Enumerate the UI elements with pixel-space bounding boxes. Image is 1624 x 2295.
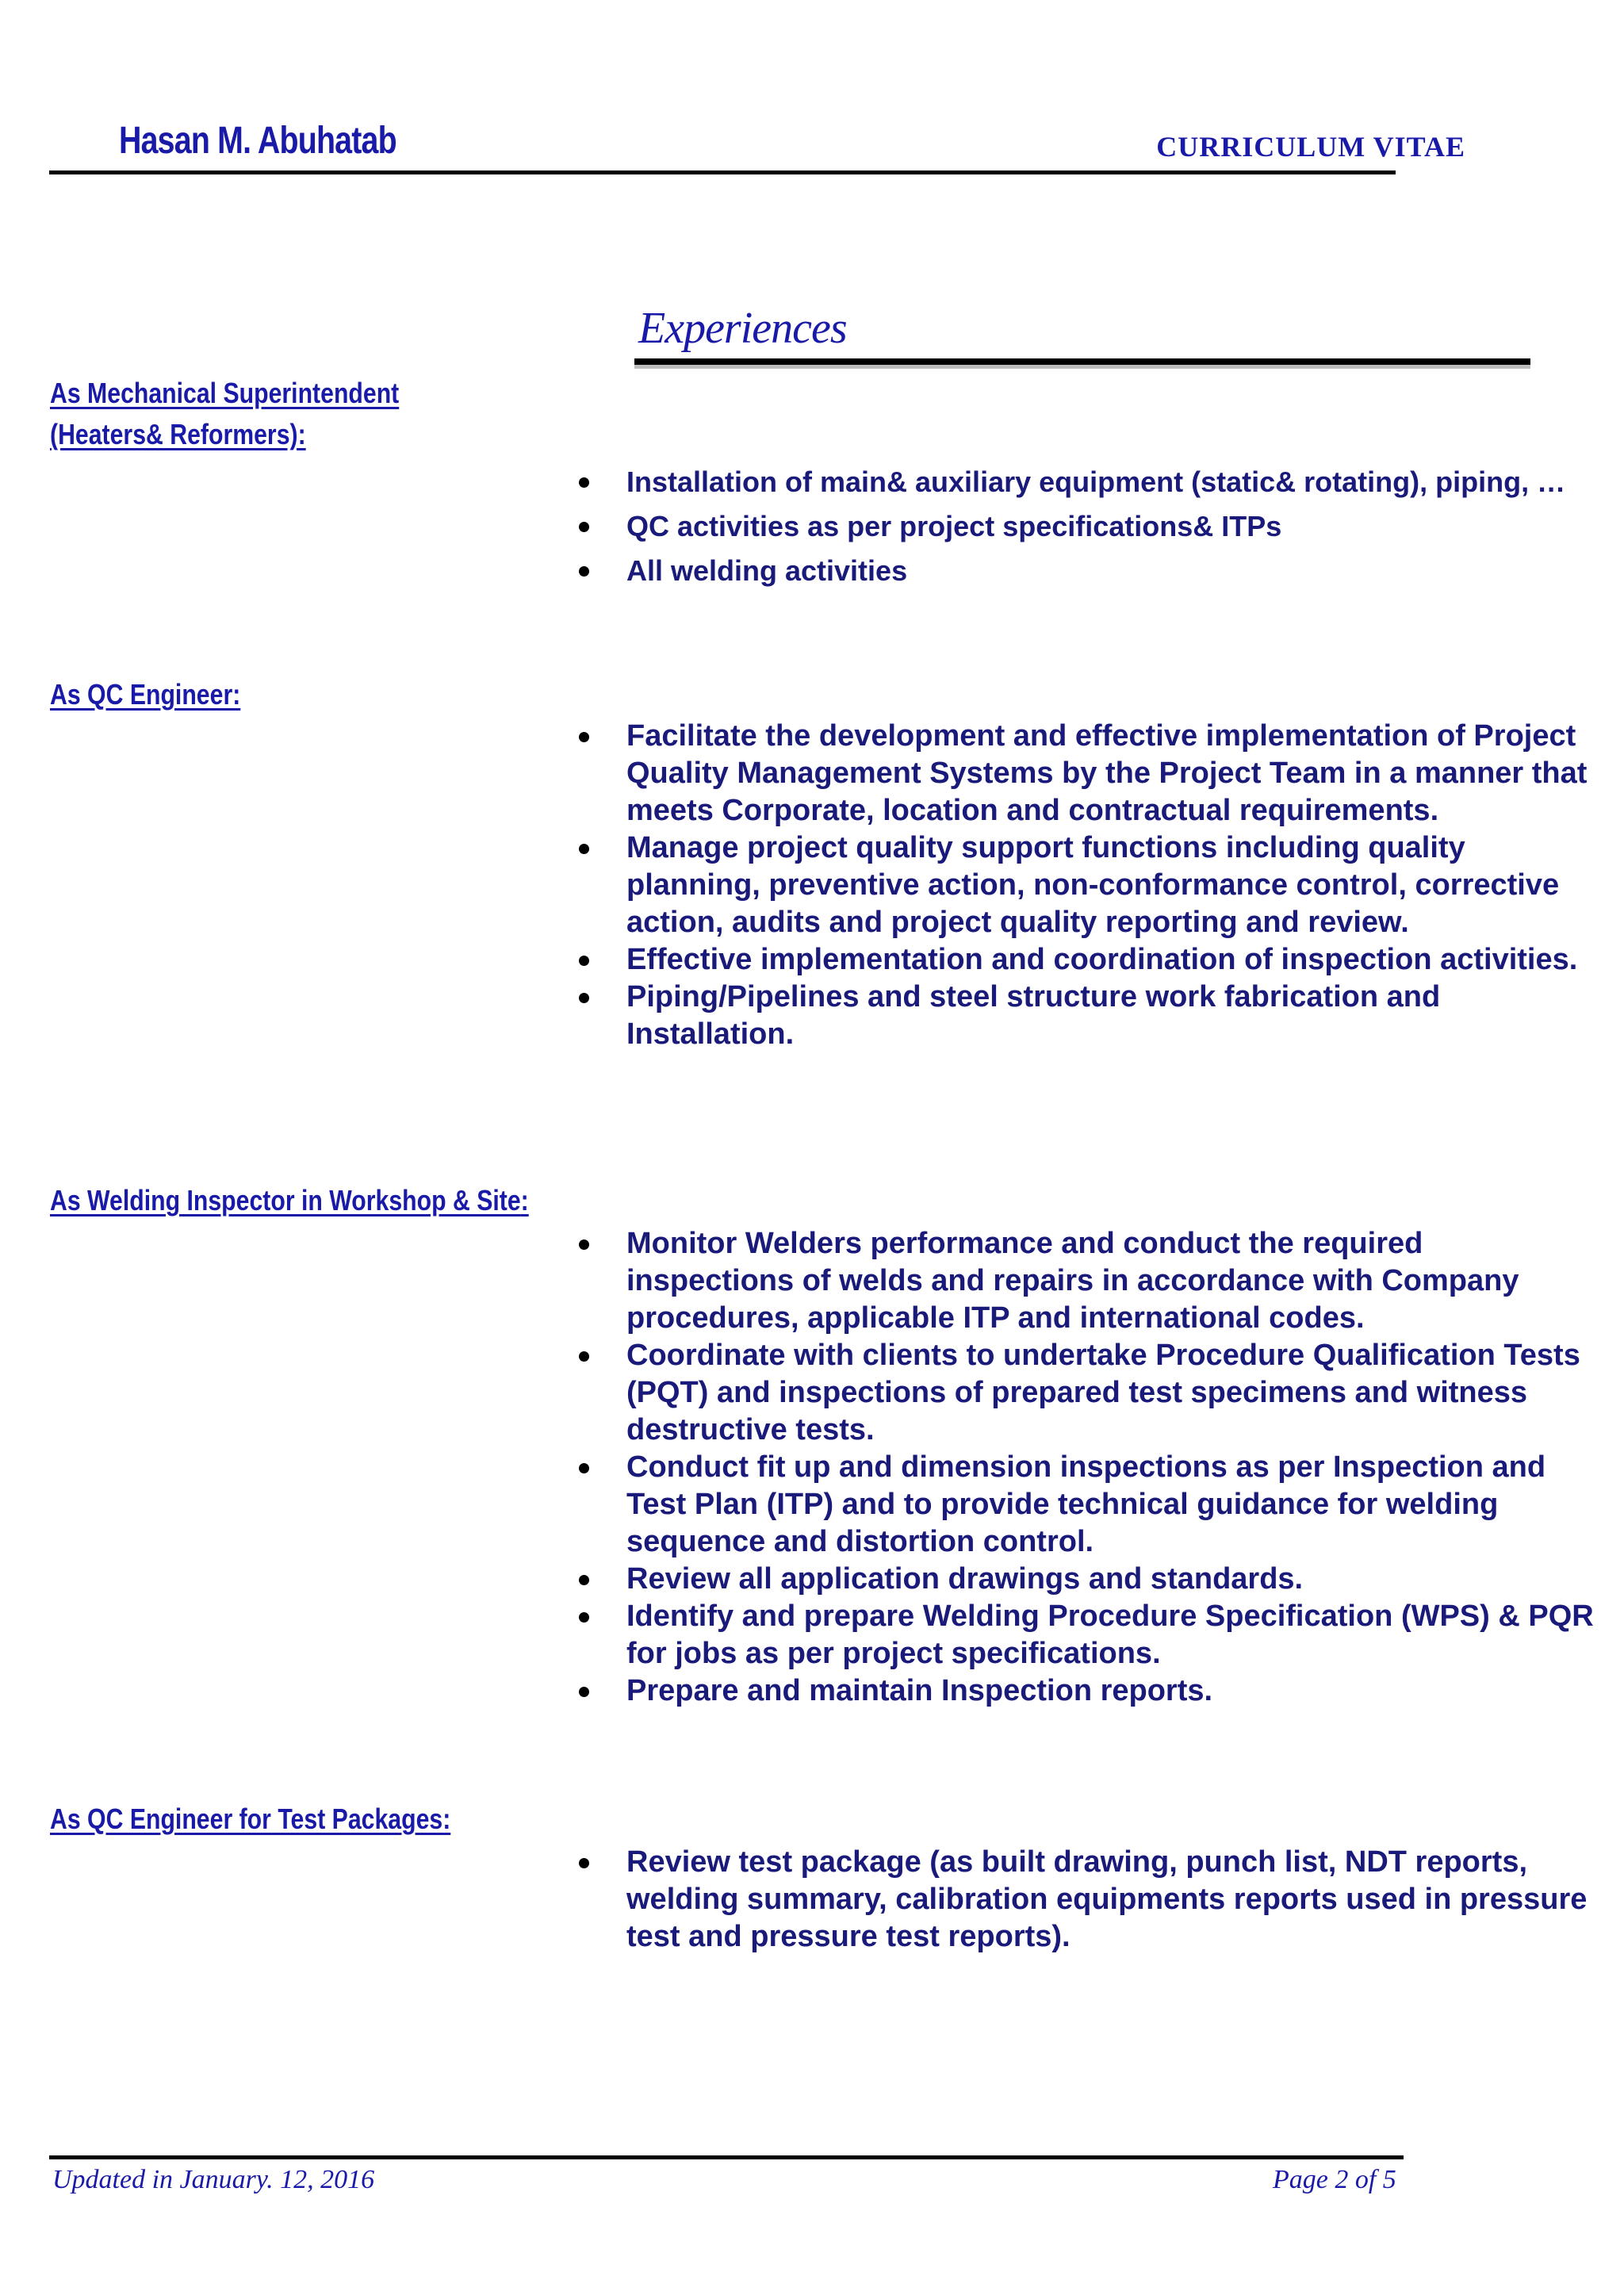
list-item: Manage project quality support functions including quality planning, preventive action, non-conformance control, corrective action, audits and project quality reporting and review. <box>571 829 1594 941</box>
list-item: Effective implementation and coordination of inspection activities. <box>571 941 1594 979</box>
header-divider <box>49 170 1396 174</box>
list-item: Installation of main& auxiliary equipment (static& rotating), piping, … <box>571 460 1594 504</box>
bullet-list-qc-test-packages <box>571 1844 1594 1956</box>
role-heading-mechanical-superintendent <box>50 373 399 455</box>
footer-divider <box>49 2155 1404 2159</box>
candidate-name: Hasan M. Abuhatab <box>119 120 396 162</box>
list-item: Review all application drawings and standards. <box>571 1561 1594 1598</box>
list-item: All welding activities <box>571 549 1594 593</box>
list-item: Identify and prepare Welding Procedure Specification (WPS) & PQR for jobs as per project specifications. <box>571 1598 1594 1672</box>
role-heading-welding-inspector <box>50 1180 529 1221</box>
bullet-list-welding-inspector <box>571 1225 1594 1710</box>
list-item: Prepare and maintain Inspection reports. <box>571 1672 1594 1710</box>
role-heading-qc-test-packages: As QC Engineer for Test Packages: <box>50 1803 451 1835</box>
footer-page-number: Page 2 of 5 <box>1273 2165 1396 2194</box>
list-item: Piping/Pipelines and steel structure work fabrication and Installation. <box>571 979 1594 1053</box>
role-heading-qc-engineer: As QC Engineer: <box>50 678 241 711</box>
list-item: QC activities as per project specifications& ITPs <box>571 504 1594 549</box>
bullet-list-mechanical-superintendent <box>571 460 1594 593</box>
role-heading-line: (Heaters& Reformers): <box>50 418 306 450</box>
list-item: Facilitate the development and effective implementation of Project Quality Management Systems by the Project Team in a manner that meets Corporate, location and contractual requirements. <box>571 718 1594 829</box>
list-item: Conduct fit up and dimension inspections as per Inspection and Test Plan (ITP) and to provide technical guidance for welding sequence and distortion control. <box>571 1449 1594 1561</box>
role-heading-text: As Welding Inspector in Workshop & Site <box>50 1184 521 1216</box>
role-heading-line: As Mechanical Superintendent <box>50 377 400 409</box>
section-divider <box>634 358 1530 365</box>
list-item: Review test package (as built drawing, punch list, NDT reports, welding summary, calibration equipments reports used in pressure test and pressure test reports). <box>571 1844 1594 1956</box>
list-item: Monitor Welders performance and conduct the required inspections of welds and repairs in accordance with Company procedures, applicable ITP and international codes. <box>571 1225 1594 1337</box>
section-title: Experiences <box>638 304 847 353</box>
bullet-list-qc-engineer <box>571 718 1594 1053</box>
list-item: Coordinate with clients to undertake Procedure Qualification Tests (PQT) and inspections of prepared test specimens and witness destructive tests. <box>571 1337 1594 1449</box>
document-title: CURRICULUM VITAE <box>1156 131 1465 163</box>
role-heading-colon: : <box>520 1184 529 1216</box>
footer-updated-date: Updated in January. 12, 2016 <box>52 2165 375 2194</box>
